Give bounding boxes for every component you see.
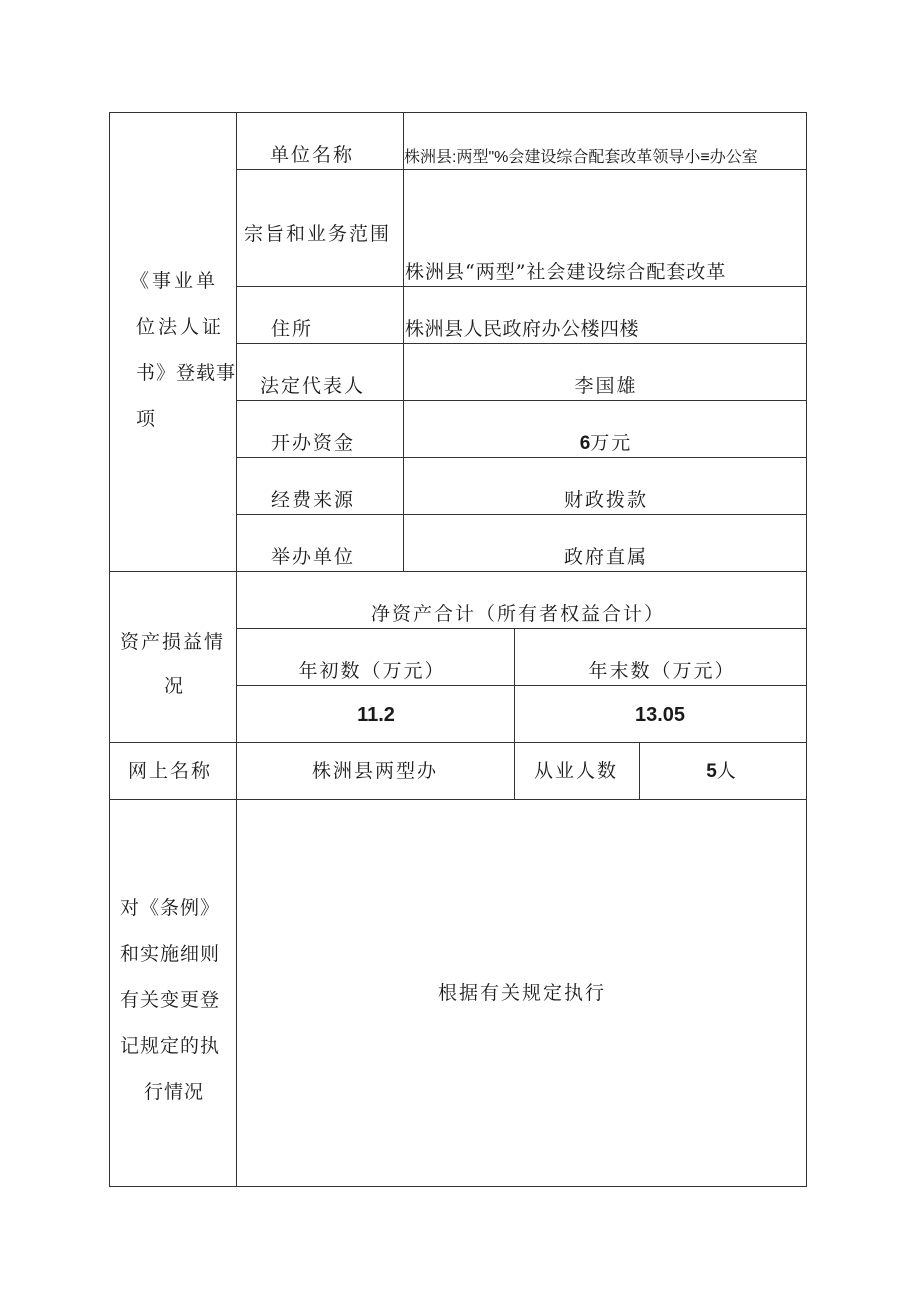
regulation-value: 根据有关规定执行 (437, 982, 607, 1004)
col-divider-label (236, 112, 237, 1187)
row-divider (236, 286, 807, 287)
regulation-label (120, 885, 234, 1115)
row-divider (236, 685, 807, 686)
assets-label-line: 况 (164, 675, 186, 697)
row-divider (236, 457, 807, 458)
regulation-label-line: 行情况 (144, 1081, 205, 1103)
legal-rep-label: 法定代表人 (260, 375, 366, 397)
unit-name-label: 单位名称 (270, 144, 355, 166)
capital-amount: 6 (579, 433, 591, 454)
sponsor-label: 举办单位 (271, 546, 356, 568)
col-divider-assets (514, 628, 515, 799)
capital-value (580, 434, 633, 453)
assets-label-line: 资产损益情 (120, 631, 226, 653)
online-name-label: 网上名称 (128, 760, 213, 782)
legal-rep-value: 李国雄 (574, 375, 638, 397)
funding-label: 经费来源 (271, 489, 356, 511)
capital-unit: 万元 (590, 432, 633, 454)
section-divider (109, 799, 807, 800)
staff-count-value (706, 762, 738, 781)
end-year-value: 13.05 (634, 704, 686, 726)
section-divider (109, 571, 807, 572)
staff-amount: 5 (706, 761, 717, 782)
address-label: 住所 (271, 318, 314, 340)
staff-unit: 人 (716, 760, 738, 782)
row-divider (236, 514, 807, 515)
purpose-value: 株洲县“两型”社会建设综合配套改革 (405, 261, 727, 283)
row-divider (236, 169, 807, 170)
net-assets-header: 净资产合计（所有者权益合计） (370, 603, 666, 625)
funding-value: 财政拨款 (563, 489, 649, 511)
section1-label-line: 书》登载事 (136, 362, 237, 384)
row-divider (236, 343, 807, 344)
end-year-label: 年末数（万元） (588, 660, 736, 682)
section1-label (130, 258, 237, 442)
address-value: 株洲县人民政府办公楼四楼 (405, 318, 640, 340)
row-divider (236, 628, 807, 629)
sponsor-value: 政府直属 (563, 546, 649, 568)
section1-label-line: 《事业单 (130, 270, 219, 292)
col-divider-staff (639, 742, 640, 799)
begin-year-value: 11.2 (357, 704, 395, 726)
row-divider (236, 400, 807, 401)
regulation-label-line: 和实施细则 (120, 943, 221, 965)
capital-label: 开办资金 (271, 432, 356, 454)
unit-name-value: 株洲县:两型"%会建设综合配套改革领导小≡办公室 (404, 149, 758, 166)
col-divider-section1 (403, 112, 404, 572)
section1-label-line: 项 (136, 408, 159, 430)
online-name-value: 株洲县两型办 (311, 760, 439, 782)
begin-year-label: 年初数（万元） (298, 660, 446, 682)
section1-label-line: 位法人证 (136, 316, 225, 338)
regulation-label-line: 对《条例》 (120, 897, 221, 919)
regulation-label-line: 有关变更登 (120, 989, 221, 1011)
staff-count-label: 从业人数 (534, 760, 619, 782)
section-divider (109, 742, 807, 743)
regulation-label-line: 记规定的执 (120, 1035, 221, 1057)
purpose-label: 宗旨和业务范围 (244, 223, 392, 245)
